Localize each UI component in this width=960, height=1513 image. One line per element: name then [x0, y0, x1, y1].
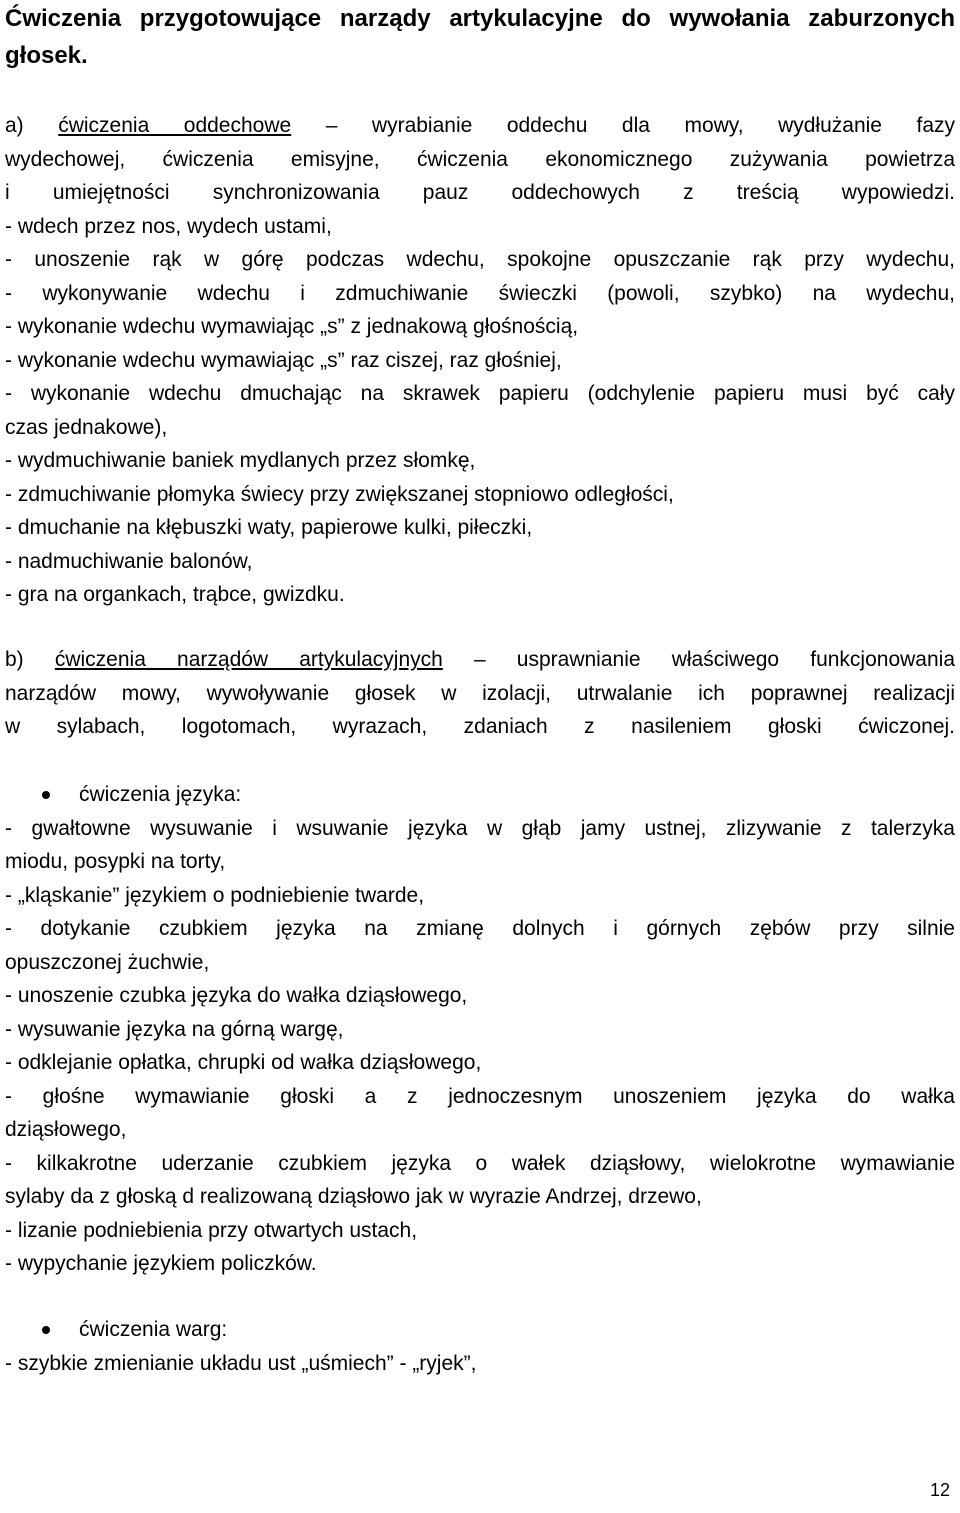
tongue-exercises [5, 778, 955, 1281]
section-b-intro: – usprawnianie właściwego funkcjonowania [442, 648, 955, 671]
list-item: sylaby da z głoską d realizowaną dziąsłowo jak w wyrazie Andrzej, drzewo, [5, 1185, 702, 1208]
list-item: - odklejanie opłatka, chrupki od wałka dziąsłowego, [5, 1051, 482, 1074]
list-item: - unoszenie czubka języka do wałka dziąsłowego, [5, 984, 468, 1007]
list-item: - dmuchanie na kłębuszki waty, papierowe kulki, piłeczki, [5, 516, 533, 539]
section-a-line-3: i umiejętności synchronizowania pauz oddechowych z treścią wypowiedzi. [5, 181, 955, 204]
list-item: - głośne wymawianie głoski a z jednoczesnym unoszeniem języka do wałka [5, 1084, 955, 1108]
page-title: Ćwiczenia przygotowujące narządy artykulacyjne do wywołania zaburzonych głosek. [5, 5, 955, 69]
section-a-prefix: a) [5, 114, 24, 137]
list-item: dziąsłowego, [5, 1118, 127, 1141]
section-b-line-3: w sylabach, logotomach, wyrazach, zdaniach z nasileniem głoski ćwiczonej. [5, 715, 955, 738]
list-item: - wdech przez nos, wydech ustami, [5, 214, 332, 238]
bullet-label: ćwiczenia języka: [79, 783, 242, 806]
bullet-item-tongue [5, 778, 955, 812]
list-item: czas jednakowe), [5, 415, 168, 439]
list-item: - wydmuchiwanie baniek mydlanych przez słomkę, [5, 449, 476, 472]
section-a-heading: ćwiczenia oddechowe [58, 114, 292, 137]
list-item: - wykonywanie wdechu i zdmuchiwanie świeczki (powoli, szybko) na wydechu, [5, 281, 955, 305]
list-item: - zdmuchiwanie płomyka świecy przy zwiększanej stopniowo odległości, [5, 482, 674, 506]
bullet-icon [42, 791, 50, 799]
list-item: - lizanie podniebienia przy otwartych ustach, [5, 1218, 418, 1242]
section-a-line-2: wydechowej, ćwiczenia emisyjne, ćwiczenia ekonomicznego zużywania powietrza [5, 147, 955, 171]
bullet-label: ćwiczenia warg: [79, 1318, 228, 1341]
section-b-line-1 [5, 643, 955, 677]
list-item: - kilkakrotne uderzanie czubkiem języka o wałek dziąsłowy, wielokrotne wymawianie [5, 1151, 955, 1175]
list-item: miodu, posypki na torty, [5, 850, 226, 873]
section-b-heading: ćwiczenia narządów artykulacyjnych [54, 648, 443, 671]
list-item: opuszczonej żuchwie, [5, 950, 210, 974]
list-item: - dotykanie czubkiem języka na zmianę dolnych i górnych zębów przy silnie [5, 917, 955, 940]
section-a [5, 109, 955, 612]
section-a-intro: – wyrabianie oddechu dla mowy, wydłużanie fazy [291, 114, 955, 137]
bullet-icon [42, 1326, 50, 1334]
list-item: - wykonanie wdechu wymawiając „s” z jednakową głośnością, [5, 315, 579, 338]
list-item: - wysuwanie języka na górną wargę, [5, 1017, 344, 1041]
bullet-item-lips [5, 1313, 955, 1347]
section-b [5, 643, 955, 744]
list-item: - szybkie zmienianie układu ust „uśmiech” - „ryjek”, [5, 1351, 477, 1375]
section-a-line-1 [5, 109, 955, 143]
section-b-line-2: narządów mowy, wywoływanie głosek w izolacji, utrwalanie ich poprawnej realizacji [5, 681, 955, 705]
list-item: - wypychanie językiem policzków. [5, 1252, 317, 1275]
lips-exercises [5, 1313, 955, 1380]
page-number: 12 [929, 1480, 950, 1500]
list-item: - wykonanie wdechu dmuchając na skrawek papieru (odchylenie papieru musi być cały [5, 382, 955, 405]
list-item: - unoszenie rąk w górę podczas wdechu, spokojne opuszczanie rąk przy wydechu, [5, 248, 955, 271]
section-b-prefix: b) [5, 648, 24, 671]
list-item: - „kląskanie” językiem o podniebienie twarde, [5, 883, 425, 907]
list-item: - wykonanie wdechu wymawiając „s” raz ciszej, raz głośniej, [5, 348, 562, 372]
list-item: - nadmuchiwanie balonów, [5, 549, 253, 573]
list-item: - gwałtowne wysuwanie i wsuwanie języka w głąb jamy ustnej, zlizywanie z talerzyka [5, 816, 955, 840]
list-item: - gra na organkach, trąbce, gwizdku. [5, 583, 345, 606]
